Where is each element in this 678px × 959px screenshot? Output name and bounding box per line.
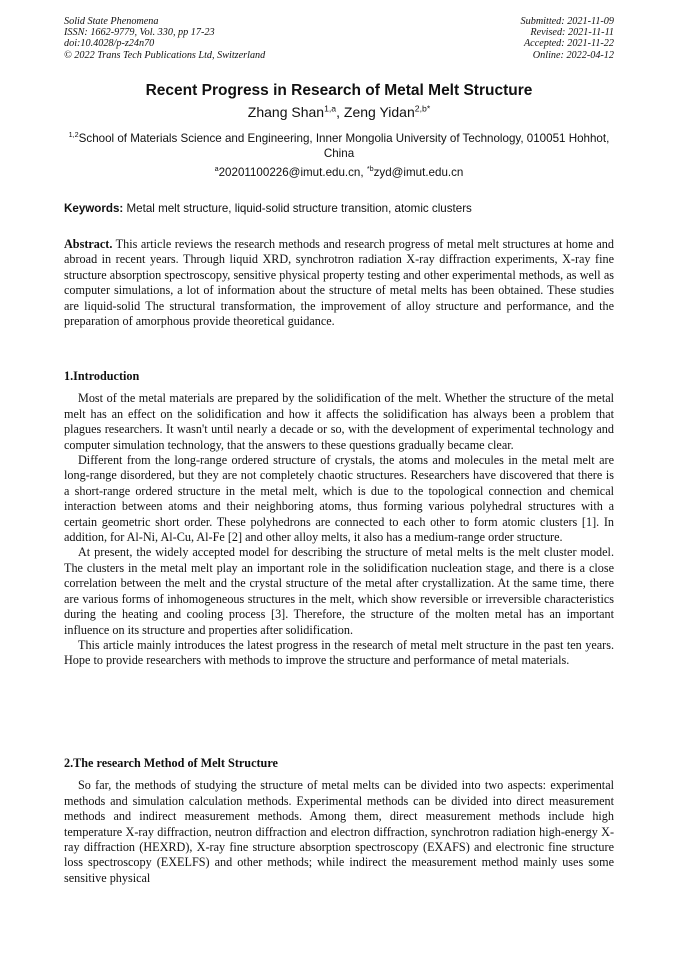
author-separator: , <box>336 104 344 120</box>
affiliation <box>64 131 614 161</box>
intro-paragraph-2: Different from the long-range ordered structure of crystals, the atoms and molecules in the metal melt are long-range disordered, but they are not completely chaotic structures. Researchers have discovered that there is a short-range ordered structure in the metal melt, which is due to the topological connection and chemical interaction between atoms and their neighboring atoms, thus forming various polyhedral structures with a certain geometric short order. These polyhedrons are connected to each other to form atomic clusters [1]. In addition, for Al-Ni, Al-Cu, Al-Fe [2] and other alloy melts, it also has a medium-range order structure. <box>64 453 614 545</box>
keywords-label: Keywords: <box>64 202 124 215</box>
accepted-date: Accepted: 2021-11-22 <box>523 38 614 50</box>
issn-line: ISSN: 1662-9779, Vol. 330, pp 17-23 <box>64 27 215 39</box>
copyright-line: © 2022 Trans Tech Publications Ltd, Switzerland <box>64 49 266 61</box>
journal-name: Solid State Phenomena <box>64 16 159 27</box>
email-a: 20201100226@imut.edu.cn, <box>218 166 367 179</box>
method-paragraph-1: So far, the methods of studying the structure of metal melts can be divided into two aspects: experimental methods and simulation calculation methods. Experimental methods can be divided into direct measurement methods and indirect measurement methods. Among them, direct measurement methods include high temperature X-ray diffraction, neutron diffraction and electron diffraction, synchrotron radiation high-energy X-ray diffraction (HEXRD), X-ray fine structure absorption spectroscopy (EXAFS) and electronic fine structure loss spectroscopy (EXELFS) and other methods; while indirect the measurement method mainly uses some sensitive physical <box>64 778 614 885</box>
author-1-affil: 1,a <box>324 103 337 114</box>
author-2-name: Zeng Yidan <box>343 104 415 120</box>
email-b: zyd@imut.edu.cn <box>373 166 464 179</box>
doi-line: doi:10.4028/p-z24n70 <box>64 38 155 50</box>
abstract-label: Abstract. <box>64 237 113 251</box>
paper-title: Recent Progress in Research of Metal Melt Structure <box>145 82 533 99</box>
abstract <box>64 237 614 329</box>
revised-date: Revised: 2021-11-11 <box>530 27 614 39</box>
author-2-affil: 2,b* <box>414 103 431 114</box>
author-emails <box>0 166 678 179</box>
author-1-name: Zhang Shan <box>247 104 325 120</box>
email-b-mark: *b <box>366 164 374 174</box>
keywords-text: Metal melt structure, liquid-solid structure transition, atomic clusters <box>123 202 472 215</box>
intro-paragraph-3: At present, the widely accepted model for describing the structure of metal melts is the melt cluster model. The clusters in the metal melt play an important role in the solidification nucleation stage, and there is a close correlation between the melt and the crystal structure of the metal after crystallization. At the same time, there are various forms of inhomogeneous structures in the melt, which show reversible or irreversible characteristics during the heating and cooling process [3]. Therefore, the structure of the molten metal has an important influence on its structure and properties after solidification. <box>64 545 614 637</box>
section-2-heading: 2.The research Method of Melt Structure <box>64 756 278 770</box>
section-research-method <box>64 756 614 886</box>
affiliation-text: School of Materials Science and Engineering, Inner Mongolia University of Technology, 010051 Hohhot, China <box>78 132 610 160</box>
author-list <box>0 104 678 120</box>
email-a-mark: a <box>214 164 219 174</box>
keywords <box>64 202 614 215</box>
online-date: Online: 2022-04-12 <box>532 49 614 61</box>
affiliation-number: 1,2 <box>68 130 79 140</box>
section-1-heading: 1.Introduction <box>64 369 140 383</box>
abstract-text: This article reviews the research methods and research progress of metal melt structures at home and abroad in recent years. Through liquid XRD, synchrotron radiation X-ray diffraction experiments, X-ray fine structure absorption spectroscopy, sensitive physical property testing and other experimental methods, as well as computer simulations, a lot of information about the structure of metal melts has been obtained. These studies are liquid-solid The structural transformation, the improvement of alloy structure and performance, and the preparation of amorphous provide theoretical guidance. <box>64 237 614 329</box>
journal-info <box>64 16 265 61</box>
submitted-date: Submitted: 2021-11-09 <box>520 16 614 27</box>
submission-dates <box>521 16 614 61</box>
intro-paragraph-4: This article mainly introduces the latest progress in the research of metal melt structure in the past ten years. Hope to provide researchers with methods to improve the structure and performance of metal materials. <box>64 637 614 668</box>
intro-paragraph-1: Most of the metal materials are prepared by the solidification of the melt. Whether the structure of the metal melt has an effect on the solidification and how it affects the solidification has always been a problem that plagues researchers. It wasn't until nearly a decade or so, with the development of experimental technology and computer simulation technology, that the answers to these questions gradually became clear. <box>64 391 614 452</box>
section-introduction <box>64 369 614 669</box>
